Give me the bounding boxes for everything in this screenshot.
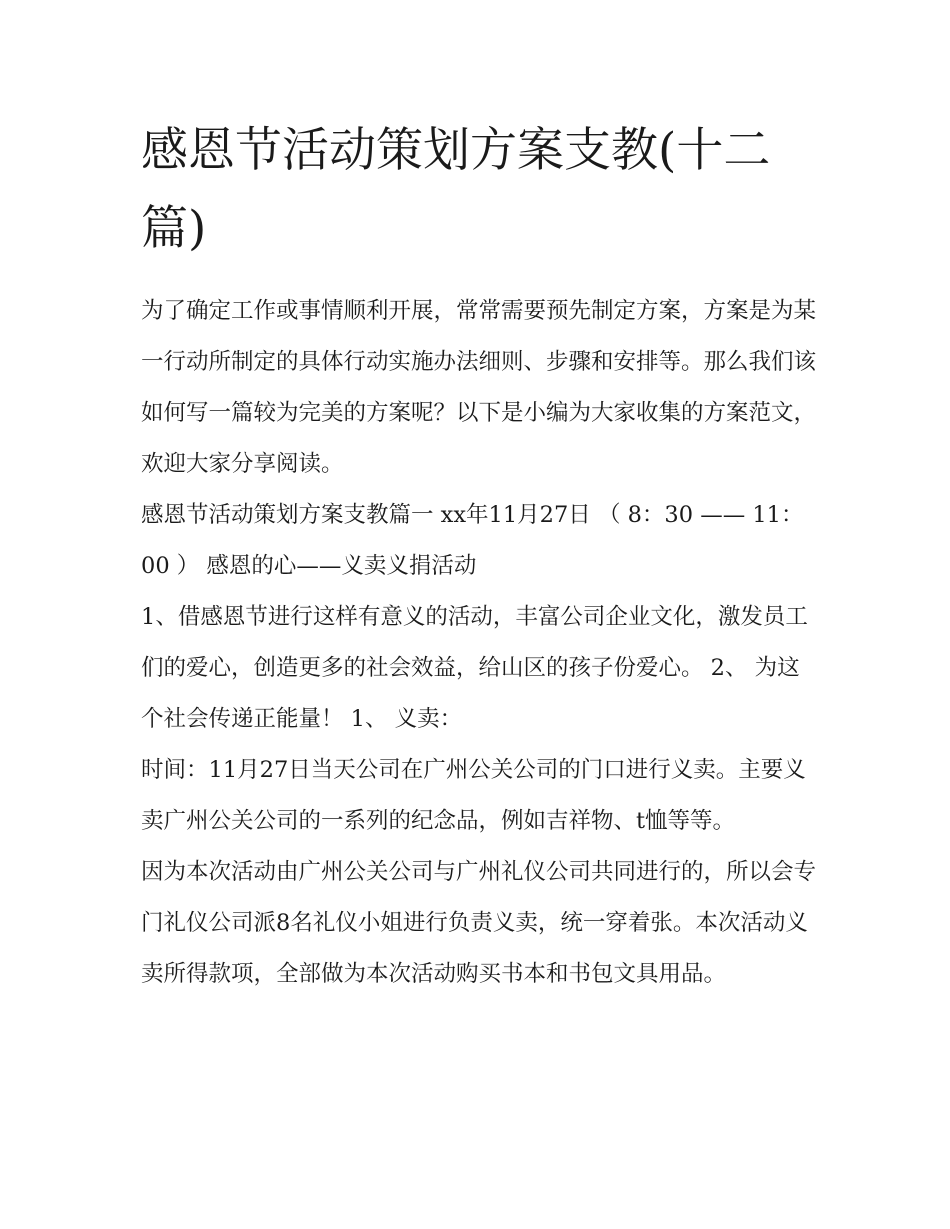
sale-staff-paragraph: 因为本次活动由广州公关公司与广州礼仪公司共同进行的，所以会专门礼仪公司派8名礼仪小姐进行负责义卖，统一穿着张。本次活动义卖所得款项，全部做为本次活动购买书本和书包文具用品。 xyxy=(141,859,817,987)
sale-time-paragraph: 时间：11月27日当天公司在广州公关公司的门口进行义卖。主要义卖广州公关公司的一系列的纪念品，例如吉祥物、t恤等等。 xyxy=(141,757,806,834)
purpose-paragraph: 1、借感恩节进行这样有意义的活动，丰富公司企业文化，激发员工们的爱心，创造更多的社会效益，给山区的孩子份爱心。 2、 为这个社会传递正能量！ 1、 义卖： xyxy=(141,604,808,732)
plan-header-paragraph: 感恩节活动策划方案支教篇一 xx年11月27日 （ 8：30 —— 11：00 ） 感恩的心——义卖义捐活动 xyxy=(141,502,804,579)
document-body xyxy=(141,112,817,1000)
intro-paragraph: 为了确定工作或事情顺利开展，常常需要预先制定方案，方案是为某一行动所制定的具体行动实施办法细则、步骤和安排等。那么我们该如何写一篇较为完美的方案呢？以下是小编为大家收集的方案范文，欢迎大家分享阅读。 xyxy=(141,298,817,477)
document-title: 感恩节活动策划方案支教(十二篇) xyxy=(141,123,771,256)
